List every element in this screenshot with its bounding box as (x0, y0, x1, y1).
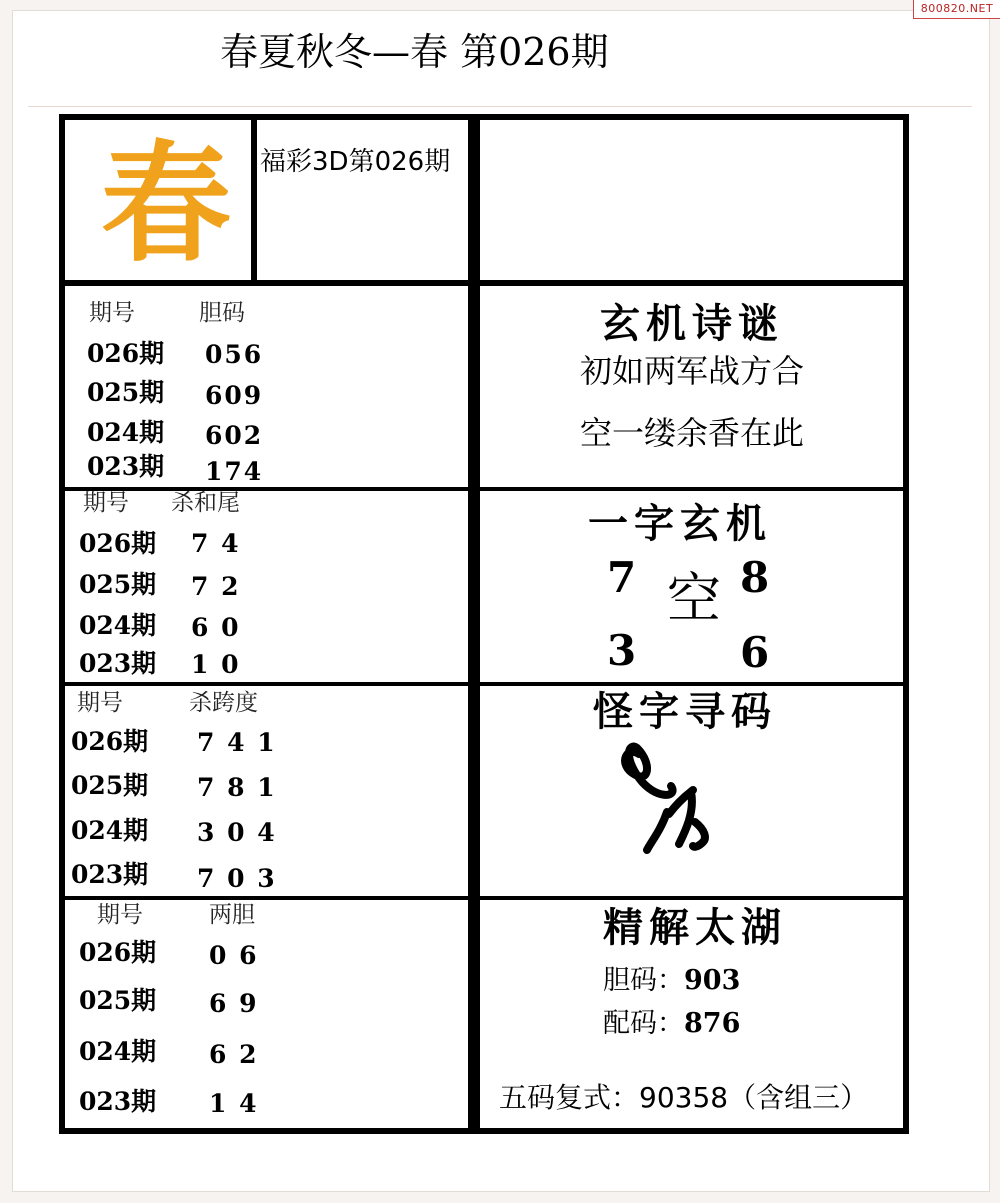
row-divider-right-2 (477, 682, 909, 686)
site-watermark: 800820.NET (913, 0, 1000, 19)
section2-row2-value: 7 2 (191, 572, 241, 601)
strange-char-title: 怪字寻码 (593, 688, 777, 735)
section4-row3-period: 024期 (79, 1037, 157, 1066)
one-word-digit-3: 3 (607, 626, 637, 675)
taihu-pei-line (603, 1007, 740, 1041)
section1-row2-value: 609 (205, 381, 264, 410)
row-divider-right-3 (477, 896, 909, 900)
strange-character-glyph (609, 734, 729, 859)
section4-header-value: 两胆 (209, 902, 255, 928)
section2-row4-value: 1 0 (191, 650, 241, 679)
section3-row1-value: 7 4 1 (197, 728, 277, 757)
section1-row4-period: 023期 (87, 452, 165, 481)
one-word-char: 空 (667, 567, 721, 630)
section2-row1-period: 026期 (79, 529, 157, 558)
section1-header-period: 期号 (89, 300, 135, 326)
section4-row2-period: 025期 (79, 986, 157, 1015)
taihu-title: 精解太湖 (603, 904, 787, 951)
section4-row1-value: 0 6 (209, 941, 259, 970)
riddle-line-1: 初如两军战方合 (579, 352, 804, 390)
page-title: 春夏秋冬—春 第026期 (220, 30, 609, 74)
lottery-board (59, 114, 909, 1134)
one-word-title: 一字玄机 (588, 500, 772, 547)
section1-header-value: 胆码 (199, 300, 245, 326)
taihu-dan-label: 胆码： (603, 965, 684, 996)
section3-row3-period: 024期 (71, 816, 149, 845)
section4-row3-value: 6 2 (209, 1040, 259, 1069)
section3-header-period: 期号 (77, 690, 123, 716)
center-divider (468, 114, 480, 1134)
row-divider-right-1 (477, 487, 909, 491)
one-word-digit-6: 6 (740, 628, 770, 677)
taihu-summary: 五码复式：90358（含组三） (499, 1081, 869, 1114)
section3-row2-value: 7 8 1 (197, 773, 277, 802)
section2-row4-period: 023期 (79, 649, 157, 678)
riddle-title: 玄机诗谜 (600, 300, 784, 347)
section1-row1-period: 026期 (87, 339, 165, 368)
section1-row1-value: 056 (205, 340, 264, 369)
section2-row3-period: 024期 (79, 611, 157, 640)
section3-header-value: 杀跨度 (189, 690, 258, 716)
section3-row1-period: 026期 (71, 727, 149, 756)
section4-header-period: 期号 (97, 902, 143, 928)
section1-row2-period: 025期 (87, 378, 165, 407)
section2-row1-value: 7 4 (191, 529, 241, 558)
section2-header-period: 期号 (83, 490, 129, 516)
section4-row4-value: 1 4 (209, 1089, 259, 1118)
section4-row1-period: 026期 (79, 938, 157, 967)
taihu-pei-value: 876 (684, 1008, 741, 1039)
section3-row3-value: 3 0 4 (197, 818, 277, 847)
riddle-line-2: 空一缕余香在此 (579, 414, 804, 452)
section2-row3-value: 6 0 (191, 613, 241, 642)
section1-row4-value: 174 (205, 457, 264, 486)
section2-row2-period: 025期 (79, 570, 157, 599)
section1-row3-period: 024期 (87, 418, 165, 447)
taihu-pei-label: 配码： (603, 1008, 684, 1039)
one-word-digit-8: 8 (740, 553, 770, 602)
one-word-digit-7: 7 (607, 553, 637, 602)
taihu-dan-line (603, 964, 740, 998)
section2-header-value: 杀和尾 (171, 490, 240, 516)
section3-row4-value: 7 0 3 (197, 864, 277, 893)
section1-row3-value: 602 (205, 421, 264, 450)
section3-row4-period: 023期 (71, 860, 149, 889)
header-divider (28, 106, 972, 107)
issue-label: 福彩3D第026期 (260, 147, 451, 177)
taihu-dan-value: 903 (684, 965, 741, 996)
spring-character: 春 (100, 127, 231, 280)
row-divider-left-2 (59, 682, 471, 686)
top-left-divider (251, 114, 257, 284)
section3-row2-period: 025期 (71, 771, 149, 800)
section4-row4-period: 023期 (79, 1087, 157, 1116)
section4-row2-value: 6 9 (209, 989, 259, 1018)
